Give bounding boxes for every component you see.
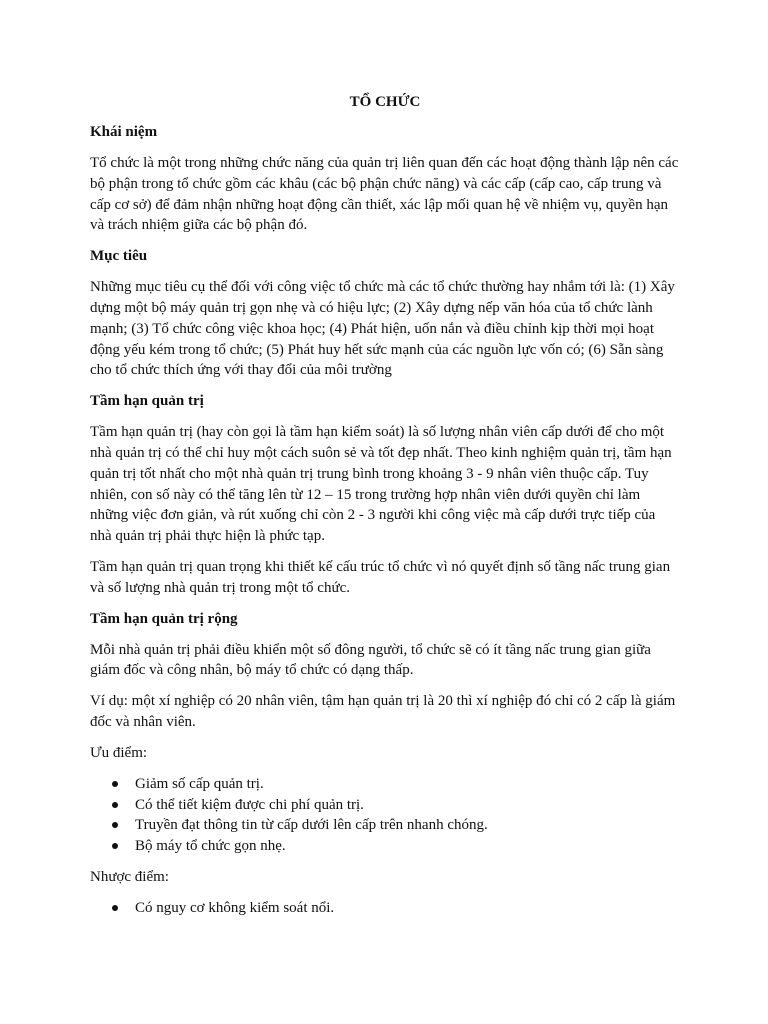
list-item (90, 795, 680, 816)
cons-label: Nhược điểm: (90, 868, 169, 885)
list-item (90, 774, 680, 795)
pros-label: Ưu điểm: (90, 744, 148, 761)
heading-concept: Khái niệm (90, 124, 158, 140)
bullet-icon (112, 802, 118, 808)
paragraph-span-of-control-1: Tầm hạn quản trị (hay còn gọi là tầm hạn kiểm soát) là số lượng nhân viên cấp dưới để cho một nhà quản trị có thể chỉ huy một cách suôn sẻ và tốt đẹp nhất. Theo kinh nghiệm quản trị, tầm hạn quản trị tốt nhất cho một nhà quản trị trung bình trong khoảng 3 - 9 nhân viên thuộc cấp. Tuy nhiên, con số này có thể tăng lên từ 12 – 15 trong trường hợp nhân viên dưới quyền chỉ làm những việc đơn giản, và rút xuống chỉ còn 2 - 3 người khi công việc mà cấp dưới trực tiếp của nhà quản trị phải thực hiện là phức tạp. (90, 424, 672, 545)
list-item (90, 898, 680, 919)
paragraph-concept: Tổ chức là một trong những chức năng của quản trị liên quan đến các hoạt động thành lập nên các bộ phận trong tổ chức gồm các khâu (các bộ phận chức năng) và các cấp (cấp cao, cấp trung và cấp cơ sở) để đảm nhận những hoạt động cần thiết, xác lập mối quan hệ về nhiệm vụ, quyền hạn và trách nhiệm giữa các bộ phận đó. (90, 155, 679, 234)
bullet-icon (112, 822, 118, 828)
list-item (90, 815, 680, 836)
bullet-icon (112, 843, 118, 849)
document-title: TỔ CHỨC (349, 94, 421, 110)
pros-list (90, 774, 680, 857)
paragraph-goals: Những mục tiêu cụ thể đối với công việc tổ chức mà các tổ chức thường hay nhắm tới là: (1) Xây dựng một bộ máy quản trị gọn nhẹ và có hiệu lực; (2) Xây dựng nếp văn hóa của tổ chức lành mạnh; (3) Tổ chức công việc khoa học; (4) Phát hiện, uốn nắn và điều chỉnh kịp thời mọi hoạt động yếu kém trong tổ chức; (5) Phát huy hết sức mạnh của các nguồn lực vốn có; (6) Sẵn sàng cho tổ chức thích ứng với thay đổi của môi trường (90, 279, 675, 379)
heading-goals: Mục tiêu (90, 248, 148, 265)
heading-wide-span: Tầm hạn quản trị rộng (90, 610, 238, 627)
document-page (90, 92, 680, 929)
list-item-text: Bộ máy tổ chức gọn nhẹ. (135, 838, 286, 855)
list-item-text: Truyền đạt thông tin từ cấp dưới lên cấp trên nhanh chóng. (135, 817, 488, 834)
paragraph-wide-span-example: Ví dụ: một xí nghiệp có 20 nhân viên, tậm hạn quản trị là 20 thì xí nghiệp đó chỉ có 2 cấp là giám đốc và nhân viên. (90, 693, 676, 730)
paragraph-span-of-control-2: Tầm hạn quản trị quan trọng khi thiết kế cấu trúc tổ chức vì nó quyết định số tầng nấc trung gian và số lượng nhà quản trị trong một tổ chức. (90, 558, 671, 596)
list-item-text: Có nguy cơ không kiểm soát nổi. (135, 899, 335, 916)
bullet-icon (112, 781, 118, 787)
paragraph-wide-span-1: Mỗi nhà quản trị phải điều khiển một số đông người, tổ chức sẽ có ít tầng nấc trung gian giữa giám đốc và công nhân, bộ máy tổ chức có dạng thấp. (90, 641, 651, 679)
bullet-icon (112, 905, 118, 911)
heading-span-of-control: Tầm hạn quản trị (90, 393, 204, 410)
list-item (90, 836, 680, 857)
list-item-text: Giảm số cấp quản trị. (135, 775, 264, 792)
cons-list (90, 898, 680, 919)
list-item-text: Có thể tiết kiệm được chi phí quản trị. (135, 796, 364, 813)
